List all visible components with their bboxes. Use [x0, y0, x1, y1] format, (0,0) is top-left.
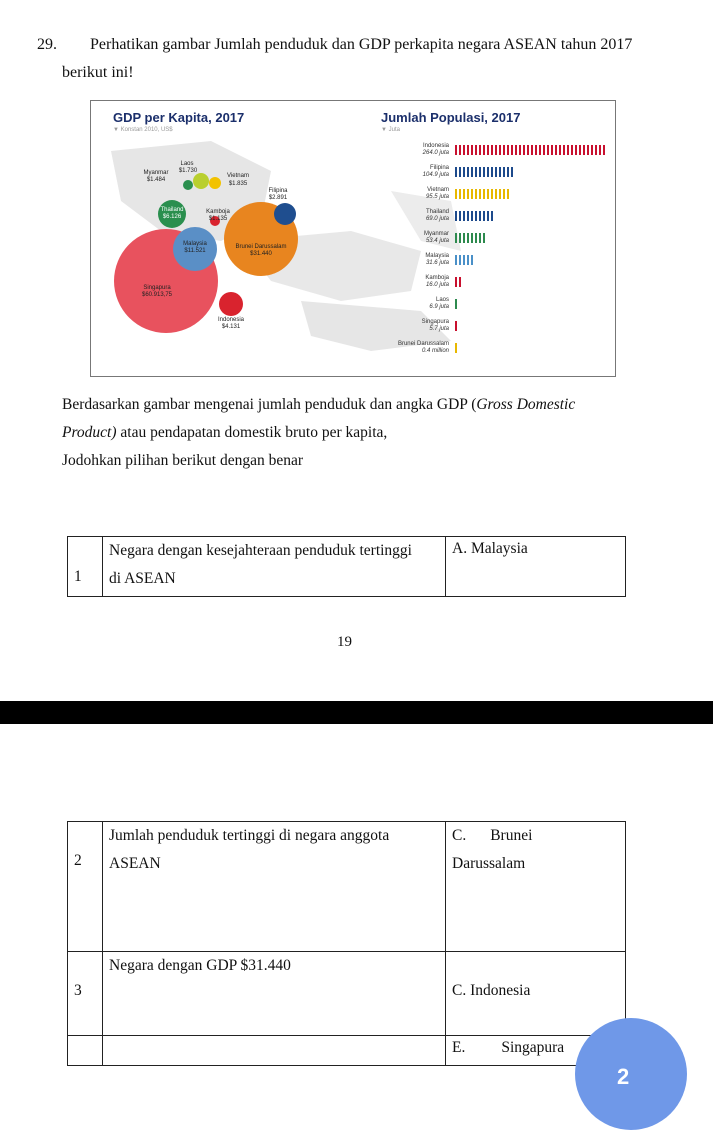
population-chart-title: Jumlah Populasi, 2017 — [381, 110, 521, 125]
population-country: Thailand — [425, 209, 449, 215]
page-number: 19 — [337, 634, 352, 650]
fab-label: 2 — [617, 1064, 630, 1089]
gdp-label-indonesia-country: Indonesia — [217, 317, 245, 323]
bubble-laos — [193, 173, 209, 189]
row-number: 3 — [68, 952, 103, 1036]
population-label — [361, 341, 449, 355]
row-option: C. Indonesia — [446, 952, 626, 1036]
population-country: Kamboja — [425, 275, 449, 281]
population-bar — [455, 321, 459, 331]
asean-infographic — [90, 100, 616, 377]
row-option: A. Malaysia — [446, 537, 626, 597]
population-value: 5.7 juta — [429, 326, 449, 332]
population-country: Indonesia — [422, 143, 449, 149]
instruction-paragraph-line2 — [62, 424, 387, 442]
population-pictograph — [361, 143, 615, 373]
population-value: 69.0 juta — [425, 216, 449, 222]
population-country: Myanmar — [423, 231, 449, 237]
matching-table-1 — [67, 536, 626, 597]
population-country: Laos — [435, 297, 449, 303]
gdp-label-myanmar-country: Myanmar — [143, 170, 169, 176]
population-value: 104.9 juta — [422, 172, 449, 178]
gdp-bubble-chart — [91, 101, 381, 376]
gdp-label-malaysia-country: Malaysia — [183, 241, 207, 247]
gdp-label-indonesia-value: $4.131 — [221, 324, 241, 330]
gdp-label-kamboja-value: $1.135 — [208, 216, 228, 222]
gdp-label-kamboja-country: Kamboja — [206, 209, 230, 215]
population-value: 95.5 juta — [425, 194, 449, 200]
population-label — [361, 143, 449, 157]
gdp-chart-title: GDP per Kapita, 2017 — [113, 110, 245, 125]
population-label — [361, 231, 449, 245]
option-line2: Darussalam — [452, 855, 526, 872]
option-text: Singapura — [501, 1039, 565, 1056]
option-line1 — [452, 822, 619, 850]
row-statement — [103, 537, 446, 597]
bubble-filipina — [274, 203, 296, 225]
population-value: 53.4 juta — [425, 238, 449, 244]
row-statement — [103, 822, 446, 952]
population-bar — [455, 189, 511, 199]
gdp-chart-subtitle: ▼ Konstan 2010, US$ — [113, 127, 173, 133]
bubble-myanmar — [183, 180, 193, 190]
gdp-label-thailand-country: Thailand — [160, 207, 184, 213]
population-bar — [455, 255, 475, 265]
gdp-label-filipina-value: $2.891 — [268, 195, 288, 201]
population-bar — [455, 145, 607, 155]
row-statement — [103, 1036, 446, 1066]
statement-line2: ASEAN — [109, 855, 161, 872]
population-value: 31.6 juta — [425, 260, 449, 266]
instruction-italic-term: Gross Domestic — [476, 396, 576, 413]
population-label — [361, 275, 449, 289]
population-label — [361, 297, 449, 311]
population-value: 264.0 juta — [422, 150, 449, 156]
instruction-paragraph-line1 — [62, 396, 575, 414]
gdp-label-thailand-value: $6.126 — [162, 214, 182, 220]
population-label — [361, 319, 449, 333]
gdp-label-myanmar-value: $1.484 — [146, 177, 166, 183]
population-country: Vietnam — [427, 187, 449, 193]
population-label — [361, 209, 449, 223]
population-bar — [455, 167, 515, 177]
table-row — [68, 822, 626, 952]
gdp-label-laos-value: $1.730 — [178, 168, 198, 174]
statement-line2: di ASEAN — [109, 570, 176, 587]
instruction-italic-term-end: Product) — [62, 424, 117, 441]
option-text: Brunei — [490, 827, 533, 844]
population-bar — [455, 343, 459, 353]
gdp-label-vietnam-country: Vietnam — [227, 173, 249, 179]
instruction-text-line1: Berdasarkan gambar mengenai jumlah penduduk dan angka GDP ( — [62, 396, 477, 413]
population-label — [361, 165, 449, 179]
population-label — [361, 253, 449, 267]
instruction-text-line2: atau pendapatan domestik bruto per kapita, — [116, 424, 388, 441]
statement-line1: Negara dengan kesejahteraan penduduk tertinggi — [109, 542, 412, 559]
floating-action-button[interactable] — [575, 1018, 687, 1130]
population-label — [361, 187, 449, 201]
population-value: 6.9 juta — [429, 304, 449, 310]
population-country: Filipina — [429, 165, 449, 171]
population-bar — [455, 299, 459, 309]
gdp-label-singapura-country: Singapura — [143, 285, 171, 291]
gdp-label-brunei-country: Brunei Darussalam — [235, 244, 287, 250]
population-value: 0.4 million — [421, 348, 449, 354]
bubble-indonesia — [219, 292, 243, 316]
population-bar — [455, 211, 495, 221]
population-bar — [455, 277, 463, 287]
table-row — [68, 537, 626, 597]
table-row — [68, 952, 626, 1036]
gdp-label-malaysia-value: $11.521 — [184, 248, 206, 254]
question-number: 29. — [37, 36, 57, 53]
row-option — [446, 822, 626, 952]
population-chart-subtitle: ▼ Juta — [381, 127, 400, 133]
bubble-vietnam — [209, 177, 221, 189]
page-separator-bar — [0, 701, 713, 724]
gdp-label-vietnam-value: $1.835 — [228, 181, 248, 187]
row-number: 2 — [68, 822, 103, 952]
row-number: 1 — [68, 537, 103, 597]
question-text: Perhatikan gambar Jumlah penduduk dan GDP perkapita negara ASEAN tahun 2017 — [90, 36, 633, 53]
question-text-line2: berikut ini! — [62, 64, 134, 81]
population-country: Brunei Darussalam — [397, 341, 449, 347]
gdp-label-singapura-value: $60.913,75 — [141, 292, 173, 298]
row-statement: Negara dengan GDP $31.440 — [103, 952, 446, 1036]
gdp-label-brunei-value: $31.440 — [250, 251, 272, 257]
table-row — [68, 1036, 626, 1066]
option-letter: E. — [452, 1039, 466, 1056]
row-number — [68, 1036, 103, 1066]
matching-table-2 — [67, 821, 626, 1066]
option-letter: C. — [452, 827, 467, 844]
gdp-label-filipina-country: Filipina — [268, 188, 288, 194]
statement-line1: Jumlah penduduk tertinggi di negara anggota — [109, 827, 390, 844]
population-value: 16.0 juta — [425, 282, 449, 288]
population-country: Malaysia — [425, 253, 449, 259]
population-country: Singapura — [421, 319, 449, 325]
population-bar — [455, 233, 487, 243]
gdp-label-laos-country: Laos — [180, 161, 194, 167]
instruction-paragraph-line3: Jodohkan pilihan berikut dengan benar — [62, 452, 304, 469]
